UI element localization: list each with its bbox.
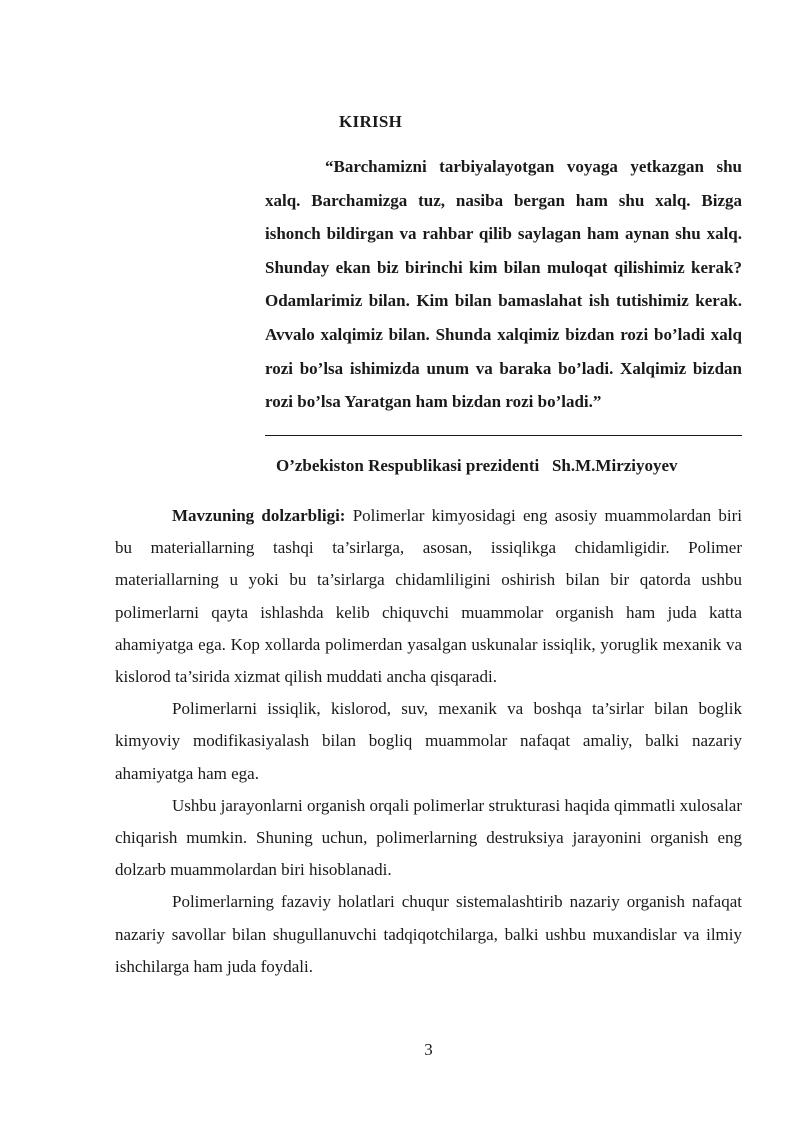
paragraph-relevance: [115, 500, 742, 693]
page-number: 3: [424, 1040, 433, 1059]
body-text: [115, 500, 742, 983]
paragraph-text: Polimerlar kimyosidagi eng asosiy muammolardan biri bu materiallarning tashqi ta’sirlarga, asosan, issiqlikga chidamligidir. Polimer materiallarning u yoki bu ta’sirlarga chidamliligini oshirish bilan bir qatorda ushbu polimerlarni qayta ishlashda kelib chiquvchi muammolar organish ham juda katta ahamiyatga ega. Kop xollarda polimerdan yasalgan uskunalar issiqlik, yoruglik mexanik va kislorod ta’sirida xizmat qilish muddati ancha qisqaradi.: [115, 506, 742, 687]
epigraph-attribution: O’zbekiston Respublikasi prezidenti Sh.M.Mirziyoyev: [276, 456, 678, 475]
paragraph-structure: Ushbu jarayonlarni organish orqali polimerlar strukturasi haqida qimmatli xulosalar chiqarish mumkin. Shuning uchun, polimerlarning destruksiya jarayonini organish eng dolzarb muammolardan biri hisoblanadi.: [115, 795, 742, 880]
paragraph-modification: Polimerlarni issiqlik, kislorod, suv, mexanik va boshqa ta’sirlar bilan boglik kimyoviy modifikasiyalash bilan bogliq muammolar nafaqat amaliy, balki nazariy ahamiyatga ham ega.: [115, 699, 742, 783]
paragraph-lead: Mavzuning dolzarbligi:: [172, 506, 346, 525]
paragraph-phase-states: Polimerlarning fazaviy holatlari chuqur sistemalashtirib nazariy organish nafaqat nazariy savollar bilan shugullanuvchi tadqiqotchilarga, balki ushbu muxandislar va ilmiy ishchilarga ham juda foydali.: [115, 892, 742, 976]
epigraph-quote: “Barchamizni tarbiyalayotgan voyaga yetkazgan shu xalq. Barchamizga tuz, nasiba bergan ham shu xalq. Bizga ishonch bildirgan va rahbar qilib saylagan ham aynan shu xalq. Shunday ekan biz birinchi kim bilan muloqat qilishimiz kerak? Odamlarimiz bilan. Kim bilan bamaslahat ish tutishimiz kerak. Avvalo xalqimiz bilan. Shunda xalqimiz bizdan rozi bo’ladi xalq rozi bo’lsa ishimizda unum va baraka bo’ladi. Xalqimiz bizdan rozi bo’lsa Yaratgan ham bizdan rozi bo’ladi.”: [265, 157, 742, 412]
section-heading: KIRISH: [339, 112, 403, 131]
epigraph-divider: [265, 435, 742, 436]
